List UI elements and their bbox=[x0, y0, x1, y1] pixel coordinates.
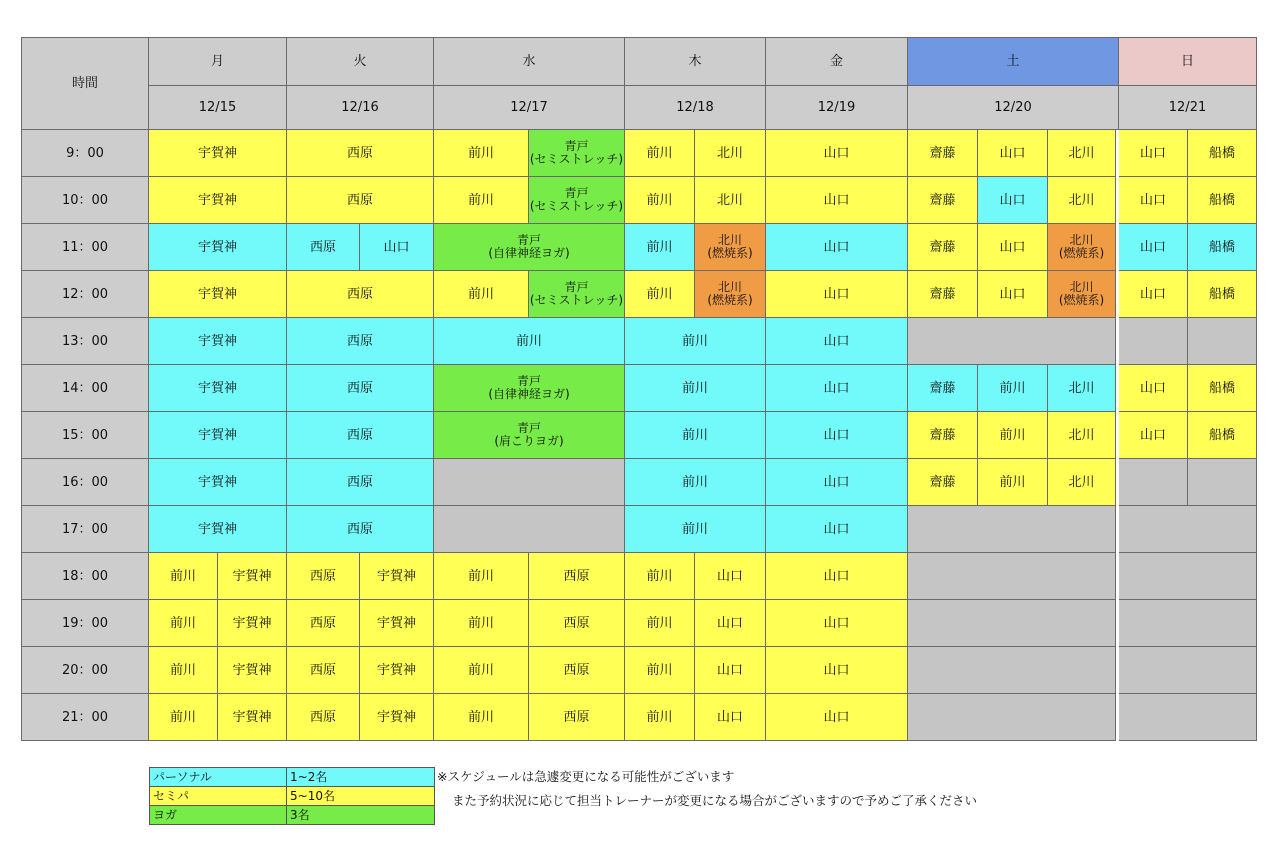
empty-cell bbox=[1119, 459, 1188, 506]
empty-cell bbox=[1188, 318, 1257, 365]
session-cell: 前川 bbox=[625, 318, 766, 365]
session-cell: 宇賀神 bbox=[149, 318, 287, 365]
legend-label: セミパ bbox=[150, 787, 287, 806]
session-cell: 青戸 (セミストレッチ) bbox=[529, 271, 625, 318]
session-cell: 山口 bbox=[1119, 224, 1188, 271]
date-header: 12/18 bbox=[625, 86, 766, 130]
session-cell: 山口 bbox=[695, 694, 766, 741]
session-cell: 前川 bbox=[978, 412, 1048, 459]
empty-cell bbox=[908, 600, 1116, 647]
time-cell: 17：00 bbox=[22, 506, 149, 553]
day-header: 日 bbox=[1119, 38, 1257, 86]
time-cell: 12：00 bbox=[22, 271, 149, 318]
session-cell: 山口 bbox=[1119, 365, 1188, 412]
date-header: 12/21 bbox=[1119, 86, 1257, 130]
session-cell: 宇賀神 bbox=[218, 600, 287, 647]
session-cell: 西原 bbox=[529, 694, 625, 741]
session-cell: 齋藤 bbox=[908, 412, 978, 459]
session-cell: 山口 bbox=[766, 177, 908, 224]
time-cell: 11：00 bbox=[22, 224, 149, 271]
legend-label: パーソナル bbox=[150, 768, 287, 787]
day-header: 火 bbox=[287, 38, 434, 86]
session-cell: 前川 bbox=[434, 647, 529, 694]
empty-cell bbox=[908, 647, 1116, 694]
legend-label: ヨガ bbox=[150, 806, 287, 825]
session-cell: 山口 bbox=[766, 412, 908, 459]
time-cell: 13：00 bbox=[22, 318, 149, 365]
session-cell: 前川 bbox=[149, 600, 218, 647]
session-cell: 前川 bbox=[434, 318, 625, 365]
session-cell: 北川 bbox=[1048, 130, 1116, 177]
session-cell: 西原 bbox=[287, 177, 434, 224]
session-cell: 齋藤 bbox=[908, 365, 978, 412]
session-cell: 船橋 bbox=[1188, 130, 1257, 177]
schedule-table bbox=[21, 37, 1257, 741]
session-cell: 宇賀神 bbox=[149, 506, 287, 553]
session-cell: 山口 bbox=[766, 459, 908, 506]
empty-cell bbox=[1119, 647, 1257, 694]
session-cell: 青戸 (自律神経ヨガ) bbox=[434, 224, 625, 271]
day-header: 木 bbox=[625, 38, 766, 86]
session-cell: 前川 bbox=[434, 130, 529, 177]
session-cell: 山口 bbox=[766, 365, 908, 412]
empty-cell bbox=[1119, 600, 1257, 647]
session-cell: 北川 bbox=[1048, 365, 1116, 412]
session-cell: 西原 bbox=[287, 553, 360, 600]
session-cell: 西原 bbox=[287, 224, 360, 271]
legend-count: 3名 bbox=[287, 806, 435, 825]
session-cell: 山口 bbox=[1119, 130, 1188, 177]
time-cell: 14：00 bbox=[22, 365, 149, 412]
legend-count: 1~2名 bbox=[287, 768, 435, 787]
session-cell: 宇賀神 bbox=[360, 553, 434, 600]
session-cell: 前川 bbox=[149, 694, 218, 741]
session-cell: 山口 bbox=[766, 647, 908, 694]
session-cell: 山口 bbox=[1119, 271, 1188, 318]
time-cell: 15：00 bbox=[22, 412, 149, 459]
empty-cell bbox=[1119, 318, 1188, 365]
day-header: 月 bbox=[149, 38, 287, 86]
session-cell: 山口 bbox=[695, 553, 766, 600]
session-cell: 宇賀神 bbox=[149, 130, 287, 177]
session-cell: 前川 bbox=[978, 365, 1048, 412]
session-cell: 宇賀神 bbox=[360, 647, 434, 694]
session-cell: 青戸 (セミストレッチ) bbox=[529, 130, 625, 177]
session-cell: 前川 bbox=[625, 412, 766, 459]
empty-cell bbox=[1119, 694, 1257, 741]
empty-cell bbox=[434, 506, 625, 553]
session-cell: 西原 bbox=[287, 694, 360, 741]
day-header: 土 bbox=[908, 38, 1119, 86]
session-cell: 宇賀神 bbox=[360, 600, 434, 647]
session-cell: 山口 bbox=[978, 271, 1048, 318]
session-cell: 西原 bbox=[287, 506, 434, 553]
session-cell: 山口 bbox=[766, 271, 908, 318]
session-cell: 山口 bbox=[766, 506, 908, 553]
date-header: 12/15 bbox=[149, 86, 287, 130]
session-cell: 齋藤 bbox=[908, 271, 978, 318]
session-cell: 宇賀神 bbox=[149, 459, 287, 506]
session-cell: 前川 bbox=[434, 694, 529, 741]
session-cell: 宇賀神 bbox=[149, 412, 287, 459]
session-cell: 齋藤 bbox=[908, 224, 978, 271]
empty-cell bbox=[908, 694, 1116, 741]
empty-cell bbox=[908, 318, 1116, 365]
session-cell: 山口 bbox=[978, 224, 1048, 271]
session-cell: 前川 bbox=[625, 271, 695, 318]
session-cell: 西原 bbox=[287, 459, 434, 506]
time-cell: 19：00 bbox=[22, 600, 149, 647]
session-cell: 宇賀神 bbox=[149, 224, 287, 271]
time-cell: 21：00 bbox=[22, 694, 149, 741]
date-header: 12/16 bbox=[287, 86, 434, 130]
date-header: 12/17 bbox=[434, 86, 625, 130]
empty-cell bbox=[908, 506, 1116, 553]
session-cell: 船橋 bbox=[1188, 365, 1257, 412]
day-header: 金 bbox=[766, 38, 908, 86]
session-cell: 前川 bbox=[434, 600, 529, 647]
session-cell: 西原 bbox=[529, 600, 625, 647]
session-cell: 山口 bbox=[766, 553, 908, 600]
session-cell: 青戸 (セミストレッチ) bbox=[529, 177, 625, 224]
session-cell: 山口 bbox=[360, 224, 434, 271]
session-cell: 北川 (燃焼系) bbox=[1048, 271, 1116, 318]
session-cell: 齋藤 bbox=[908, 459, 978, 506]
session-cell: 北川 (燃焼系) bbox=[695, 224, 766, 271]
session-cell: 宇賀神 bbox=[360, 694, 434, 741]
session-cell: 青戸 (自律神経ヨガ) bbox=[434, 365, 625, 412]
empty-cell bbox=[1188, 459, 1257, 506]
session-cell: 前川 bbox=[625, 177, 695, 224]
session-cell: 北川 (燃焼系) bbox=[1048, 224, 1116, 271]
session-cell: 青戸 (肩こりヨガ) bbox=[434, 412, 625, 459]
session-cell: 西原 bbox=[529, 647, 625, 694]
date-header: 12/19 bbox=[766, 86, 908, 130]
session-cell: 宇賀神 bbox=[149, 365, 287, 412]
session-cell: 齋藤 bbox=[908, 177, 978, 224]
time-cell: 16：00 bbox=[22, 459, 149, 506]
day-header: 水 bbox=[434, 38, 625, 86]
session-cell: 西原 bbox=[287, 600, 360, 647]
session-cell: 前川 bbox=[149, 647, 218, 694]
session-cell: 前川 bbox=[434, 271, 529, 318]
session-cell: 西原 bbox=[529, 553, 625, 600]
legend-row bbox=[150, 768, 435, 787]
session-cell: 北川 bbox=[1048, 459, 1116, 506]
session-cell: 宇賀神 bbox=[149, 271, 287, 318]
session-cell: 西原 bbox=[287, 271, 434, 318]
time-cell: 20：00 bbox=[22, 647, 149, 694]
time-cell: 9：00 bbox=[22, 130, 149, 177]
session-cell: 前川 bbox=[625, 130, 695, 177]
date-header: 12/20 bbox=[908, 86, 1119, 130]
session-cell: 山口 bbox=[1119, 177, 1188, 224]
session-cell: 宇賀神 bbox=[149, 177, 287, 224]
session-cell: 山口 bbox=[766, 318, 908, 365]
session-cell: 西原 bbox=[287, 130, 434, 177]
session-cell: 宇賀神 bbox=[218, 553, 287, 600]
session-cell: 山口 bbox=[766, 224, 908, 271]
session-cell: 前川 bbox=[149, 553, 218, 600]
legend-count: 5~10名 bbox=[287, 787, 435, 806]
session-cell: 船橋 bbox=[1188, 412, 1257, 459]
session-cell: 山口 bbox=[766, 694, 908, 741]
session-cell: 宇賀神 bbox=[218, 694, 287, 741]
empty-cell bbox=[908, 553, 1116, 600]
session-cell: 山口 bbox=[766, 600, 908, 647]
session-cell: 前川 bbox=[625, 459, 766, 506]
session-cell: 山口 bbox=[978, 177, 1048, 224]
session-cell: 西原 bbox=[287, 412, 434, 459]
session-cell: 船橋 bbox=[1188, 271, 1257, 318]
trainer-note: また予約状況に応じて担当トレーナーが変更になる場合がございますので予めご了承ください bbox=[452, 793, 978, 808]
session-cell: 宇賀神 bbox=[218, 647, 287, 694]
session-cell: 西原 bbox=[287, 318, 434, 365]
time-cell: 10：00 bbox=[22, 177, 149, 224]
time-header: 時間 bbox=[22, 38, 149, 130]
time-cell: 18：00 bbox=[22, 553, 149, 600]
session-cell: 山口 bbox=[695, 647, 766, 694]
session-cell: 前川 bbox=[978, 459, 1048, 506]
session-cell: 前川 bbox=[625, 224, 695, 271]
legend-table bbox=[149, 767, 435, 825]
legend-row bbox=[150, 787, 435, 806]
session-cell: 北川 bbox=[695, 130, 766, 177]
empty-cell bbox=[1119, 553, 1257, 600]
session-cell: 前川 bbox=[625, 600, 695, 647]
session-cell: 北川 (燃焼系) bbox=[695, 271, 766, 318]
session-cell: 山口 bbox=[978, 130, 1048, 177]
session-cell: 齋藤 bbox=[908, 130, 978, 177]
schedule-note: ※スケジュールは急遽変更になる可能性がございます bbox=[437, 769, 735, 784]
session-cell: 山口 bbox=[766, 130, 908, 177]
session-cell: 西原 bbox=[287, 365, 434, 412]
session-cell: 前川 bbox=[434, 177, 529, 224]
session-cell: 船橋 bbox=[1188, 224, 1257, 271]
session-cell: 前川 bbox=[625, 365, 766, 412]
session-cell: 前川 bbox=[625, 553, 695, 600]
session-cell: 西原 bbox=[287, 647, 360, 694]
session-cell: 北川 bbox=[1048, 177, 1116, 224]
legend-row bbox=[150, 806, 435, 825]
session-cell: 北川 bbox=[695, 177, 766, 224]
session-cell: 山口 bbox=[1119, 412, 1188, 459]
session-cell: 北川 bbox=[1048, 412, 1116, 459]
session-cell: 前川 bbox=[434, 553, 529, 600]
session-cell: 前川 bbox=[625, 694, 695, 741]
empty-cell bbox=[434, 459, 625, 506]
empty-cell bbox=[1119, 506, 1257, 553]
session-cell: 前川 bbox=[625, 506, 766, 553]
session-cell: 船橋 bbox=[1188, 177, 1257, 224]
session-cell: 山口 bbox=[695, 600, 766, 647]
session-cell: 前川 bbox=[625, 647, 695, 694]
